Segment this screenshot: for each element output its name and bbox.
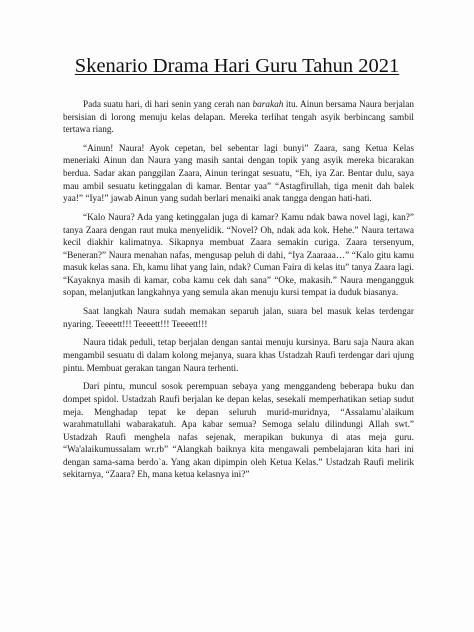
paragraph-5: Naura tidak peduli, tetap berjalan dengan santai menuju kursinya. Baru saja Naura akan mengambil sesuatu di dalam kolong mejanya, suara khas Ustadzah Raufi terdengar dari ujung pintu. Membuat gerakan tangan Naura terhenti.: [63, 338, 414, 374]
paragraph-1-rest: itu. Ainun bersama Naura berjalan bersisian di lorong menuju kelas delapan. Mereka terlihat tengah asyik berbincang sambil tertawa riang.: [63, 100, 414, 136]
paragraph-1-lead: Pada suatu hari, di hari senin yang cerah nan: [83, 100, 253, 110]
paragraph-1: [63, 99, 414, 137]
document-body: [63, 99, 414, 482]
paragraph-3: “Kalo Naura? Ada yang ketinggalan juga di kamar? Kamu ndak bawa novel lagi, kan?” tanya Zaara dengan raut muka menyelidik. “Novel? Oh, ndak ada kok. Hehe.” Naura tertawa kecil diakhir kalimatnya. Sikapnya membuat Zaara semakin curiga. Zaara tersenyum, “Beneran?” Naura menahan nafas, mengusap peluh di dahi, “Iya Zaaraaa…” “Kalo gitu kamu masuk kelas sana. Eh, kamu lihat yang lain, ndak? Cuman Faira di kelas itu” tanya Zaara lagi. “Kayaknya masih di kamar, coba kamu cek dah sana” “Oke, makasih.” Naura mengangguk sopan, melanjutkan langkahnya yang semula akan menuju kursi tempat ia duduk biasanya.: [63, 212, 414, 299]
paragraph-2: “Ainun! Naura! Ayok cepetan, bel sebentar lagi bunyi” Zaara, sang Ketua Kelas meneriaki Ainun dan Naura yang masih santai dengan topik yang asyik mereka bicarakan berdua. Sadar akan panggilan Zaara, Ainun teringat sesuatu, “Eh, iya Zar. Bentar dulu, saya mau ambil sesuatu ketinggalan di kamar. Bentar yaa” “Astagfirullah, tiga menit dah balek yaa!” “Iya!” jawab Ainun yang sudah berlari menaiki anak tangga dengan hati-hati.: [63, 143, 414, 205]
document-title-text: Skenario Drama Hari Guru Tahun 2021: [74, 55, 400, 77]
document-title: [0, 54, 474, 78]
paragraph-1-italic-word: barakah: [252, 100, 284, 110]
paragraph-6: Dari pintu, muncul sosok perempuan sebaya yang menggandeng beberapa buku dan dompet spidol. Ustadzah Raufi berjalan ke depan kelas, sesekali memperhatikan setiap sudut meja. Menghadap tepat ke depan seluruh murid-muridnya, “Assalamu`alaikum warahmatullahi wabarakatuh. Apa kabar semua? Semoga selalu dilindungi Allah swt.” Ustadzah Raufi menghela nafas sejenak, merapikan bukunya di atas meja guru. “Wa'alaikumussalam wr.rb” “Alangkah baiknya kita mengawali pembelajaran kita hari ini dengan sama-sama berdo`a. Yang akan dipimpin oleh Ketua Kelas.” Ustadzah Raufi melirik sekitarnya, “Zaara? Eh, mana ketua kelasnya ini?”: [63, 382, 414, 481]
paragraph-4: Saat langkah Naura sudah memakan separuh jalan, suara bel masuk kelas terdengar nyaring. Teeeett!!! Teeeett!!! Teeeett!!!: [63, 307, 414, 330]
